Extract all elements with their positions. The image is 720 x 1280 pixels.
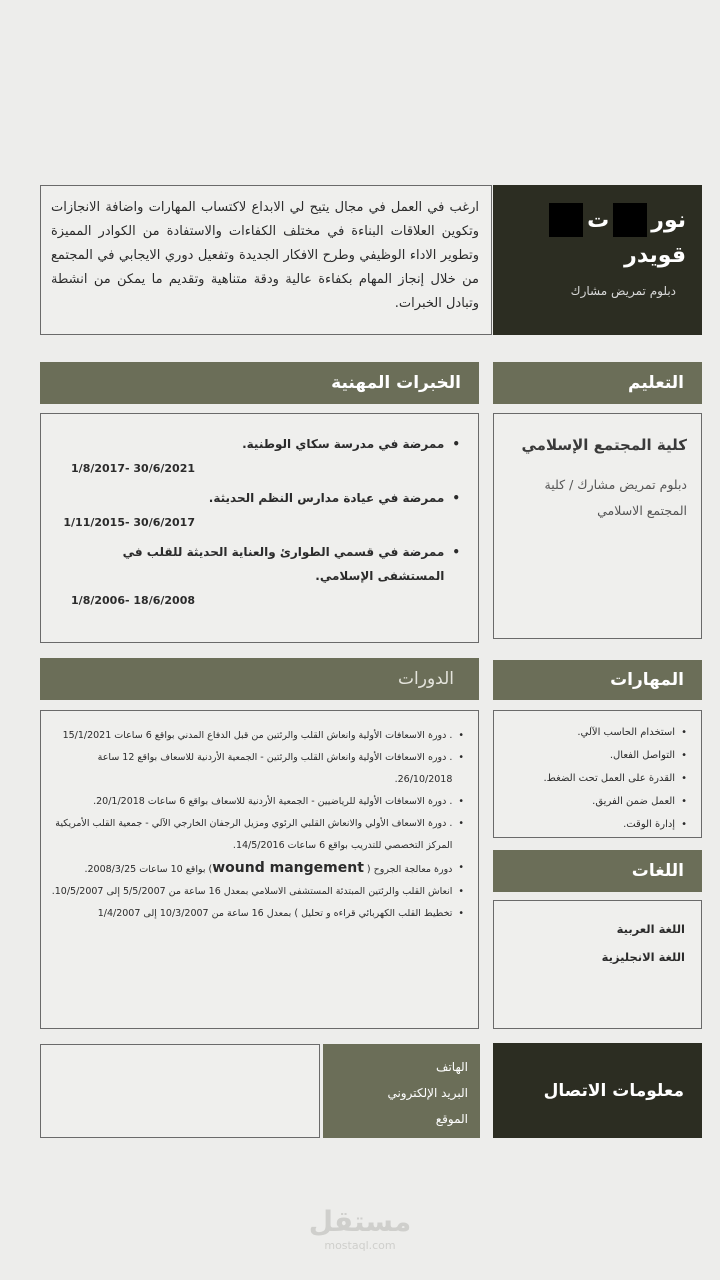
skills-header: المهارات <box>493 660 702 700</box>
bullet-icon: • <box>458 730 464 741</box>
last-name: قويدر <box>624 243 686 268</box>
bullet-icon: • <box>458 818 464 829</box>
course-bold-term: wound mangement <box>212 860 364 876</box>
experience-date: 1/8/2006- 18/6/2008 <box>71 594 195 607</box>
contact-values-box <box>40 1044 320 1138</box>
bullet-icon: • <box>458 752 464 763</box>
languages-box <box>493 900 702 1029</box>
skill-text: إدارة الوقت. <box>623 819 676 830</box>
bullet-icon: • <box>452 545 460 559</box>
bullet-icon: • <box>681 796 687 807</box>
course-text: . دورة الاسعافات الأولية وانعاش القلب والرئتين من قبل الدفاع المدني بواقع 6 ساعات 15/1/2021 <box>62 730 453 741</box>
contact-header: معلومات الاتصال <box>493 1043 702 1138</box>
watermark-logo: مستقل <box>308 1205 412 1238</box>
course-text: . دورة الاسعافات الأولية للرياضيين - الجمعية الأردنية للاسعاف بواقع 6 ساعات 20/1/2018. <box>93 796 453 807</box>
course-text: انعاش القلب والرئتين المبتدئة المستشفى الاسلامي بمعدل 16 ساعة من 5/5/2007 إلى 10/5/2007. <box>51 886 453 897</box>
experience-item <box>55 432 460 482</box>
course-text: . دوره الاسعافات الأولية وانعاش القلب والرئتين - الجمعية الأردنية للاسعاف بواقع 12 ساعة 26/10/2018. <box>97 752 453 785</box>
skill-item <box>500 790 687 813</box>
bullet-icon: • <box>458 862 464 873</box>
education-school: كلية المجتمع الإسلامي <box>521 436 687 454</box>
course-text <box>84 857 452 881</box>
bullet-icon: • <box>681 750 687 761</box>
language-item: اللغة العربية <box>616 922 685 936</box>
name-block <box>493 185 702 335</box>
experience-header: الخبرات المهنية <box>40 362 479 404</box>
experience-box <box>40 413 479 643</box>
bullet-icon: • <box>681 773 687 784</box>
phone-label: الهاتف <box>436 1060 468 1074</box>
bullet-icon: • <box>681 727 687 738</box>
experience-date: 1/11/2015- 30/6/2017 <box>63 516 195 529</box>
languages-header: اللغات <box>493 850 702 892</box>
course-item <box>47 747 464 791</box>
experience-item <box>55 540 460 614</box>
courses-header: الدورات <box>40 658 479 700</box>
skill-text: القدرة على العمل تحت الضغط. <box>543 773 676 784</box>
course-text: تخطيط القلب الكهربائي قراءه و تحليل ) بمعدل 16 ساعة من 10/3/2007 إلى 1/4/2007 <box>97 908 453 919</box>
skill-text: استخدام الحاسب الآلي. <box>577 727 676 738</box>
experience-title: ممرضة في عيادة مدارس النظم الحديثة. <box>208 491 445 505</box>
experience-title: ممرضة في مدرسة سكاي الوطنية. <box>242 437 445 451</box>
course-text: . دورة الاسعاف الأولي والانعاش القلبي الرئوي ومزيل الرجفان الخارجي الآلي - جمعية القلب الأمريكية المركز التخصصي للتدريب بواقع 6 ساعات 14/5/2016. <box>55 818 453 851</box>
summary-text: ارغب في العمل في مجال يتيح لي الابداع لاكتساب المهارات واضافة الانجازات وتكوين العلاقات البناءة في مختلف الكفاءات والاستفادة من الكوادر المميزة وتطوير الاداء الوظيفي وطرح الافكار الجديدة وتفعيل دوري الايجابي في المجتمع من خلال إنجاز المهام بكفاءة عالية ودقة متناهية وتقديم ما يمكن من انشطة وتبادل الخبرات. <box>40 185 492 335</box>
bullet-icon: • <box>452 437 460 451</box>
website-label: الموقع <box>435 1112 468 1126</box>
skill-text: التواصل الفعال. <box>609 750 676 761</box>
first-name: نور <box>651 207 686 233</box>
course-item <box>47 857 464 881</box>
experience-item <box>55 486 460 536</box>
course-prefix: دورة معالجة الجروح ( <box>363 864 453 875</box>
education-header: التعليم <box>493 362 702 404</box>
email-label: البريد الإلكتروني <box>387 1086 468 1100</box>
experience-title: ممرضة في قسمي الطوارئ والعناية الحديثة للقلب في المستشفى الإسلامي. <box>122 545 445 583</box>
course-item <box>47 725 464 747</box>
redaction-box <box>613 203 647 237</box>
skills-box <box>493 710 702 838</box>
course-item <box>47 903 464 925</box>
course-suffix: ) بواقع 10 ساعات 2008/3/25. <box>84 864 213 875</box>
course-item <box>47 791 464 813</box>
language-item: اللغة الانجليزية <box>601 950 685 964</box>
experience-date: 1/8/2017- 30/6/2021 <box>71 462 195 475</box>
courses-box <box>40 710 479 1029</box>
watermark-url: mostaql.com <box>324 1239 396 1252</box>
bullet-icon: • <box>681 819 687 830</box>
name-line <box>503 203 686 237</box>
course-item <box>47 813 464 857</box>
education-degree: دبلوم تمريض مشارك / كلية المجتمع الاسلامي <box>544 477 687 518</box>
bullet-icon: • <box>458 886 464 897</box>
contact-labels <box>323 1044 480 1138</box>
name-fragment: ت <box>587 207 610 233</box>
name-subtitle: دبلوم تمريض مشارك <box>570 284 676 298</box>
redaction-box <box>549 203 583 237</box>
course-item <box>47 881 464 903</box>
skill-item <box>500 767 687 790</box>
skill-item <box>500 813 687 836</box>
education-box <box>493 413 702 639</box>
bullet-icon: • <box>452 491 460 505</box>
watermark <box>300 1205 420 1265</box>
skill-text: العمل ضمن الفريق. <box>592 796 676 807</box>
skill-item <box>500 721 687 744</box>
bullet-icon: • <box>458 908 464 919</box>
bullet-icon: • <box>458 796 464 807</box>
skill-item <box>500 744 687 767</box>
